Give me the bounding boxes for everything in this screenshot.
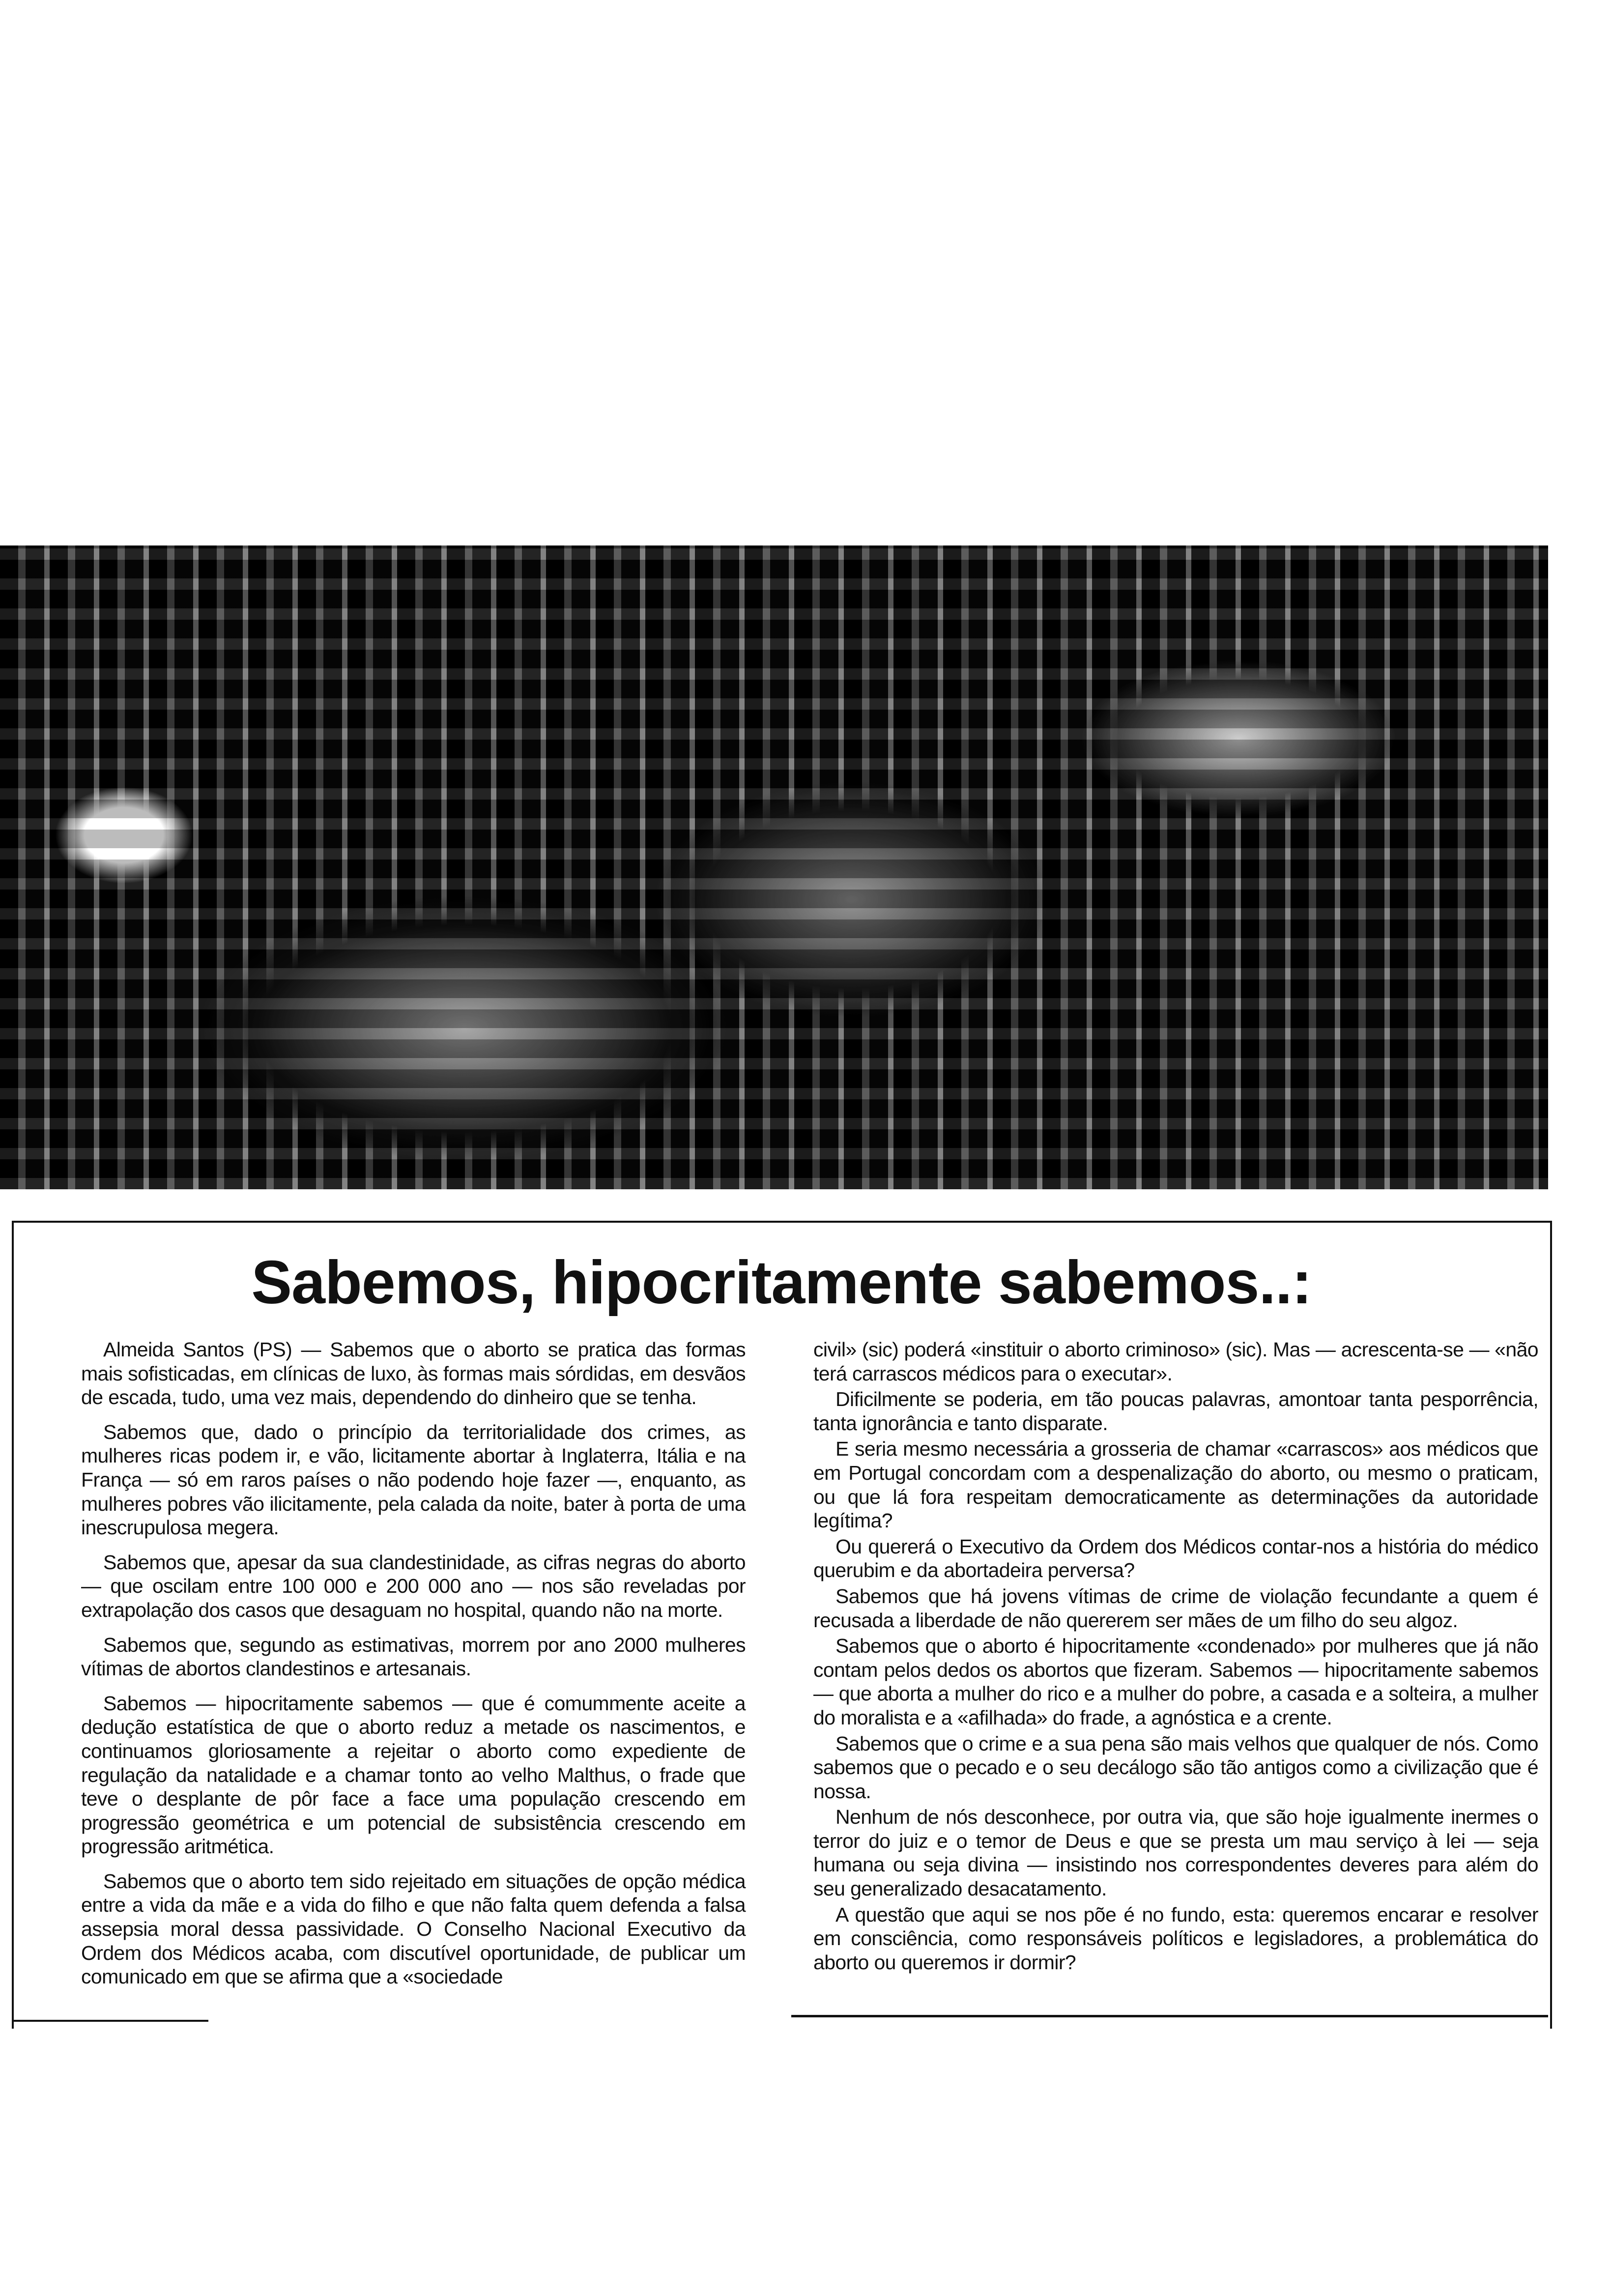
paragraph: Sabemos que, segundo as estimativas, morrem por ano 2000 mulheres vítimas de abortos clandestinos e artesanais. bbox=[81, 1633, 746, 1680]
paragraph: Sabemos que, dado o princípio da territorialidade dos crimes, as mulheres ricas podem ir, e vão, licitamente abortar à Inglaterra, Itália e na França — só em raros países o não podendo hoje fazer —, enquanto, as mulheres pobres vão ilicitamente, pela calada da noite, bater à porta de uma inescrupulosa megera. bbox=[81, 1420, 746, 1539]
paragraph: Almeida Santos (PS) — Sabemos que o aborto se pratica das formas mais sofisticadas, em clínicas de luxo, às formas mais sórdidas, em desvãos de escada, tudo, uma vez mais, dependendo do dinheiro que se tenha. bbox=[81, 1338, 746, 1409]
parliament-photo bbox=[0, 545, 1548, 1189]
paragraph: Ou quererá o Executivo da Ordem dos Médicos contar-nos a história do médico querubim e da abortadeira perversa? bbox=[813, 1535, 1538, 1582]
photo-texture bbox=[0, 545, 1548, 1189]
paragraph: Sabemos — hipocritamente sabemos — que é comummente aceite a dedução estatística de que o aborto reduz a metade os nascimentos, e continuamos gloriosamente a rejeitar o aborto como expediente de regulação da natalidade e a chamar tonto ao velho Malthus, o frade que teve o desplante de pôr face a face uma população crescendo em progressão geométrica e um potencial de subsistência crescendo em progressão aritmética. bbox=[81, 1692, 746, 1858]
paragraph: Dificilmente se poderia, em tão poucas palavras, amontoar tanta pesporrência, tanta ignorância e tanto disparate. bbox=[813, 1388, 1538, 1435]
paragraph: Sabemos que o aborto é hipocritamente «condenado» por mulheres que já não contam pelos dedos os abortos que fizeram. Sabemos — hipocritamente sabemos — que aborta a mulher do rico e a mulher do pobre, a casada e a solteira, a mulher do moralista e a «afilhada» do frade, a agnóstica e a crente. bbox=[813, 1635, 1538, 1729]
paragraph: Nenhum de nós desconhece, por outra via, que são hoje igualmente inermes o terror do juiz e o temor de Deus e que se presta um mau serviço à lei — seja humana ou seja divina — insistindo nos correspondentes deveres para além do seu generalizado desacatamento. bbox=[813, 1806, 1538, 1900]
bottom-rule-left bbox=[12, 2020, 208, 2022]
headline: Sabemos, hipocritamente sabemos..: bbox=[251, 1249, 1312, 1317]
article-column-right bbox=[813, 1338, 1538, 1976]
paragraph-continued: civil» (sic) poderá «instituir o aborto criminoso» (sic). Mas — acrescenta-se — «não terá carrascos médicos para o executar». bbox=[813, 1338, 1538, 1385]
paragraph: Sabemos que, apesar da sua clandestinidade, as cifras negras do aborto — que oscilam entre 100 000 e 200 000 ano — nos são reveladas por extrapolação dos casos que desaguam no hospital, quando não na morte. bbox=[81, 1550, 746, 1621]
bottom-rule-right bbox=[791, 2015, 1548, 2017]
paragraph: E seria mesmo necessária a grosseria de chamar «carrascos» aos médicos que em Portugal concordam com a despenalização do aborto, ou mesmo o praticam, ou que lá fora respeitam democraticamente as determinações da autoridade legítima? bbox=[813, 1437, 1538, 1532]
article-column-left bbox=[81, 1338, 746, 2000]
paragraph: Sabemos que há jovens vítimas de crime de violação fecundante a quem é recusada a liberdade de não quererem ser mães de um filho do seu algoz. bbox=[813, 1584, 1538, 1632]
paragraph: A questão que aqui se nos põe é no fundo, esta: queremos encarar e resolver em consciência, como responsáveis políticos e legisladores, a problemática do aborto ou queremos ir dormir? bbox=[813, 1903, 1538, 1974]
paragraph: Sabemos que o aborto tem sido rejeitado em situações de opção médica entre a vida da mãe e a vida do filho e que não falta quem defenda a falsa assepsia moral dessa passividade. O Conselho Nacional Executivo da Ordem dos Médicos acaba, com discutível oportunidade, de publicar um comunicado em que se afirma que a «sociedade bbox=[81, 1869, 746, 1988]
paragraph: Sabemos que o crime e a sua pena são mais velhos que qualquer de nós. Como sabemos que o pecado e o seu decálogo são tão antigos como a civilização que é nossa. bbox=[813, 1732, 1538, 1803]
